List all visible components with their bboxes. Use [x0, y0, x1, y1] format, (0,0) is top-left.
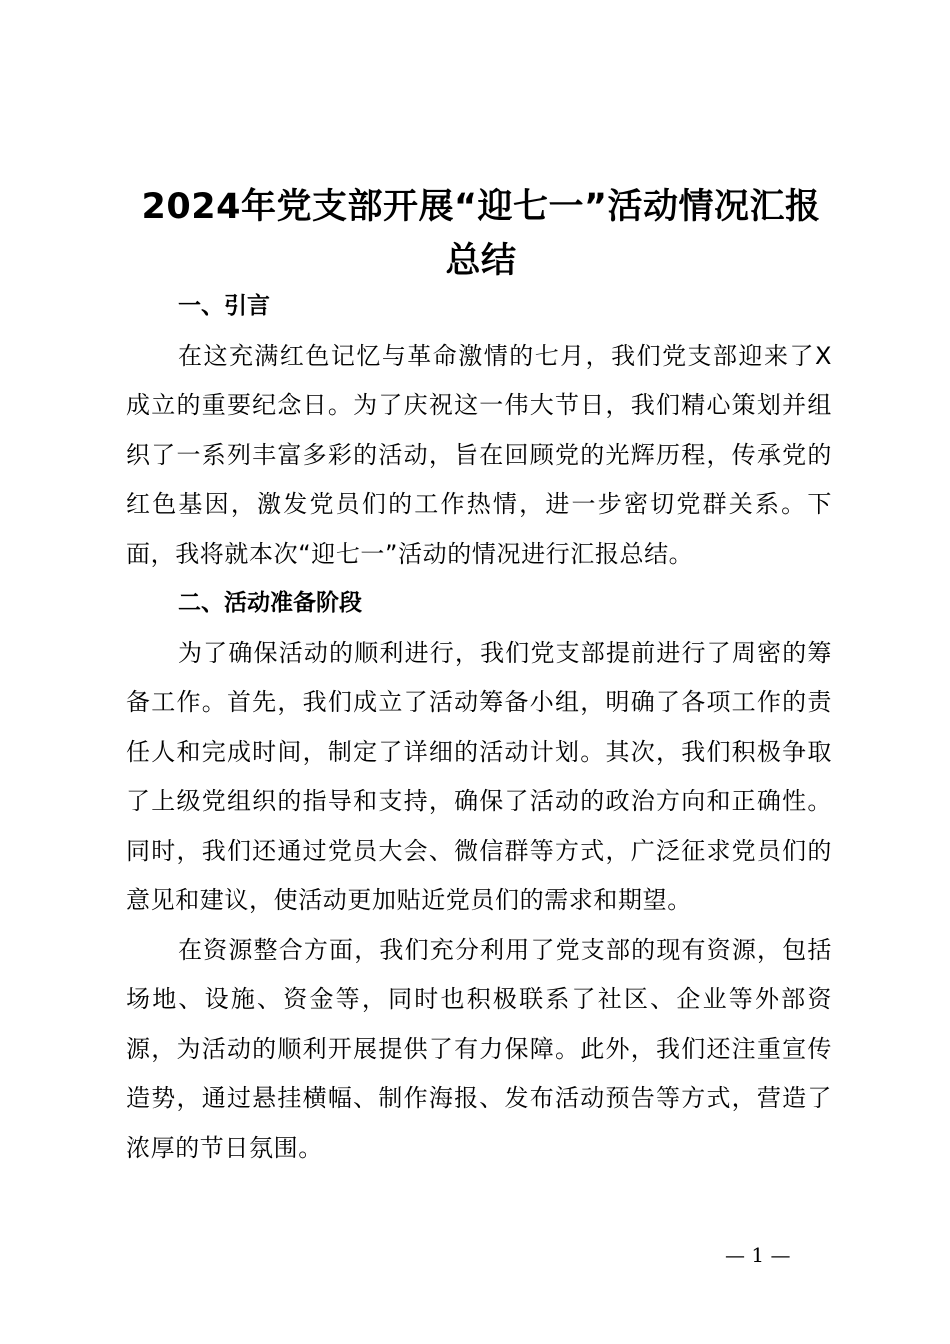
- document-title: 2024年党支部开展“迎七一”活动情况汇报总结: [141, 187, 821, 281]
- section-heading-introduction: 一、引言: [178, 293, 270, 319]
- document-body: [126, 282, 832, 1173]
- preparation-paragraph-1: 为了确保活动的顺利进行，我们党支部提前进行了周密的筹备工作。首先，我们成立了活动筹备小组，明确了各项工作的责任人和完成时间，制定了详细的活动计划。其次，我们积极争取了上级党组织的指导和支持，确保了活动的政治方向和正确性。同时，我们还通过党员大会、微信群等方式，广泛征求党员们的意见和建议，使活动更加贴近党员们的需求和期望。: [126, 638, 832, 914]
- preparation-paragraph-2: 在资源整合方面，我们充分利用了党支部的现有资源，包括场地、设施、资金等，同时也积极联系了社区、企业等外部资源，为活动的顺利开展提供了有力保障。此外，我们还注重宣传造势，通过悬挂横幅、制作海报、发布活动预告等方式，营造了浓厚的节日氛围。: [126, 935, 832, 1162]
- page-number: — 1 —: [725, 1243, 791, 1267]
- introduction-paragraph: 在这充满红色记忆与革命激情的七月，我们党支部迎来了X成立的重要纪念日。为了庆祝这一伟大节日，我们精心策划并组织了一系列丰富多彩的活动，旨在回顾党的光辉历程，传承党的红色基因，激发党员们的工作热情，进一步密切党群关系。下面，我将就本次“迎七一”活动的情况进行汇报总结。: [126, 341, 832, 568]
- section-heading-preparation: 二、活动准备阶段: [178, 590, 362, 616]
